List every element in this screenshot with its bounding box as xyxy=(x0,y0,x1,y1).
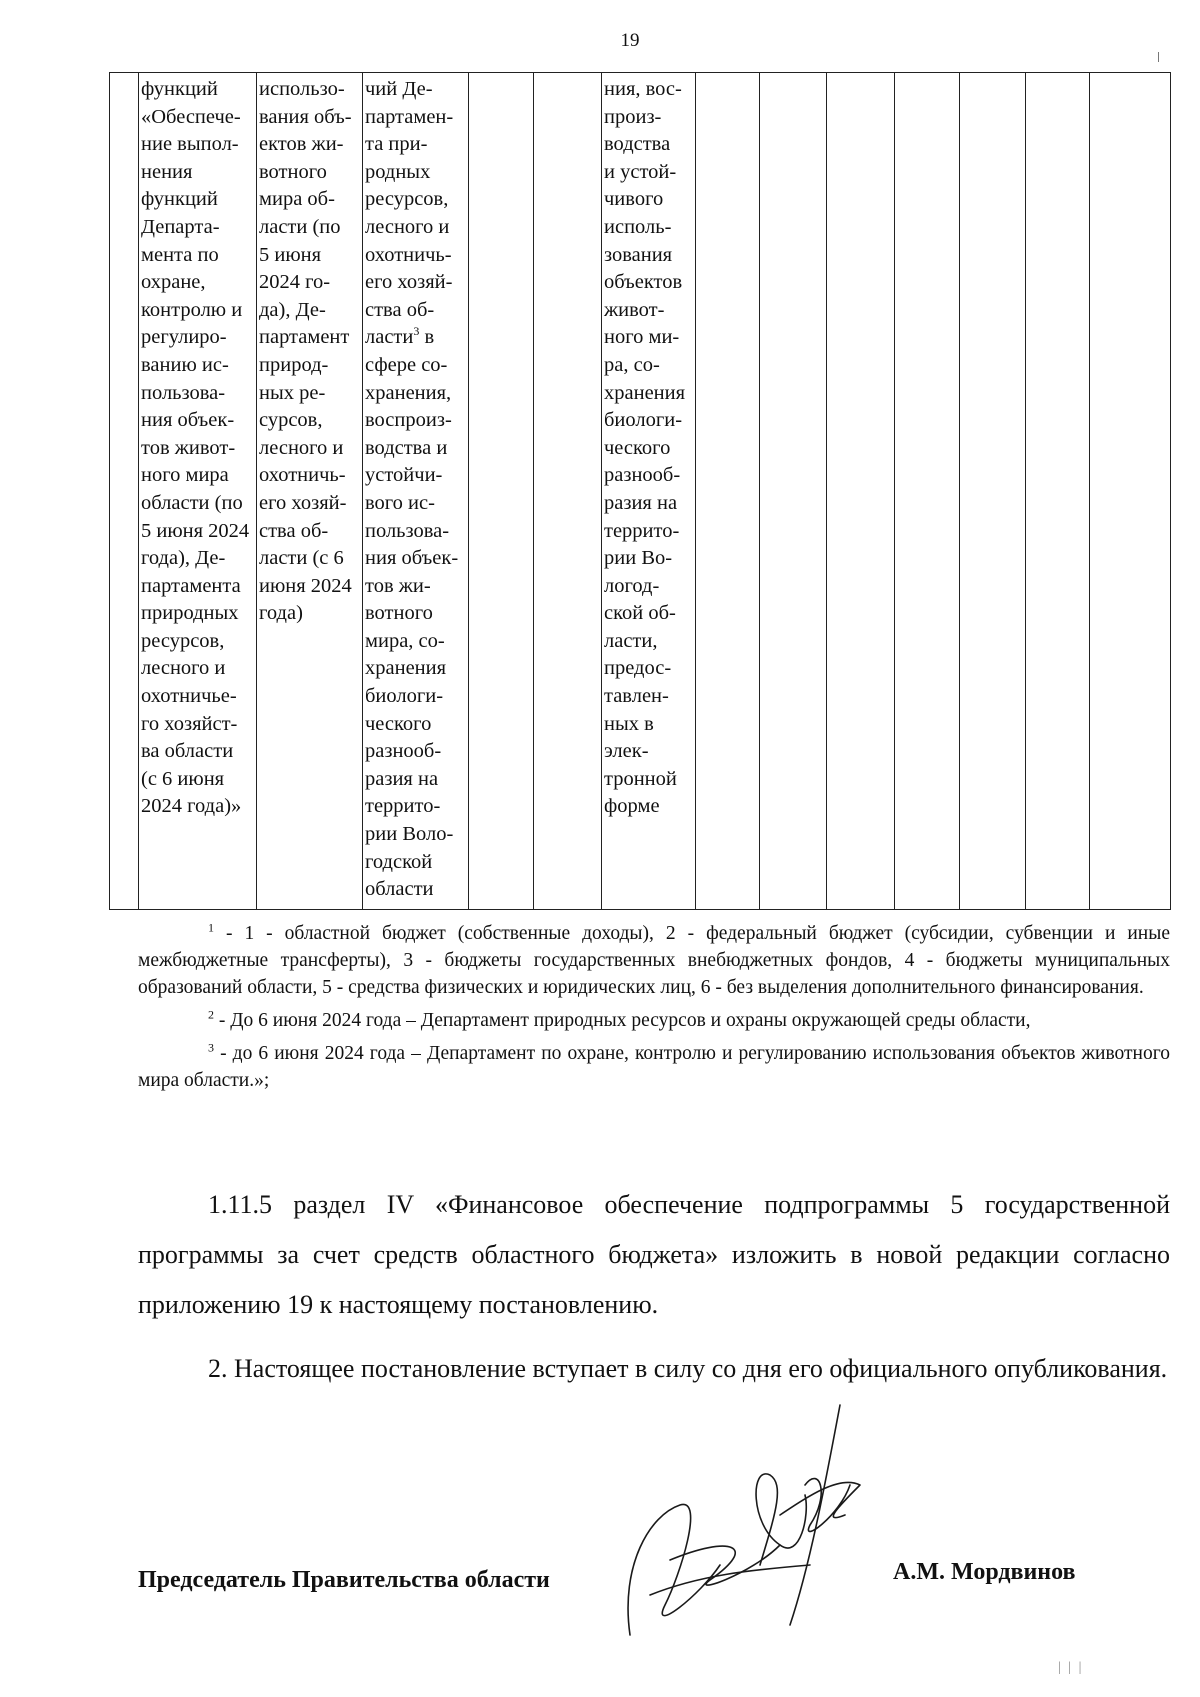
text-line: его хозяй- xyxy=(365,271,453,294)
text-line: ния объек- xyxy=(365,547,459,570)
text-line: террито- xyxy=(604,519,680,542)
footnote: $^2$ - До 6 июня 2024 года – Департамент природных ресурсов и охраны окружающей среды области, xyxy=(208,1007,1031,1031)
text-line: июня 2024 xyxy=(259,574,352,597)
text-line: водства xyxy=(604,133,671,156)
table-cell-coexecutor xyxy=(363,73,469,910)
text-line: биологи- xyxy=(604,409,683,432)
text-line: 2024 года)» xyxy=(141,795,242,818)
text-line: охотничье- xyxy=(141,685,237,708)
text-line: и устой- xyxy=(604,160,677,183)
text-line: области xyxy=(365,878,434,901)
text-line: природ- xyxy=(259,353,329,376)
text-line: ресурсов, xyxy=(141,629,225,652)
text-line: контролю и xyxy=(141,298,243,321)
table-cell-empty xyxy=(1026,73,1090,910)
text-line: террито- xyxy=(365,795,441,818)
text-line: предос- xyxy=(604,657,672,680)
text-line: использо- xyxy=(259,78,345,100)
text-line: устойчи- xyxy=(365,464,443,487)
text-line: пользова- xyxy=(365,519,450,542)
text-line: сурсов, xyxy=(259,409,323,432)
text-line: регулиро- xyxy=(141,326,227,349)
text-line: биологи- xyxy=(365,685,444,708)
text-line: разнооб- xyxy=(604,464,681,487)
text-line: лесного и xyxy=(141,657,226,680)
table-cell-empty xyxy=(534,73,602,910)
text-line: та при- xyxy=(365,133,428,156)
text-line: ных в xyxy=(604,712,654,735)
text-line: ства об- xyxy=(259,519,329,542)
text-line: рии Во- xyxy=(604,547,673,570)
text-line: водства и xyxy=(365,436,448,459)
table-cell-number xyxy=(110,73,139,910)
text-line: «Обеспече- xyxy=(141,105,241,128)
text-line: хранения xyxy=(365,657,447,680)
text-line: Департа- xyxy=(141,215,220,238)
text-line: ния, вос- xyxy=(604,78,682,100)
text-line: его хозяй- xyxy=(259,491,347,514)
table-cell-empty xyxy=(1090,73,1171,910)
text-line: ектов жи- xyxy=(259,133,344,156)
text-line: года) xyxy=(259,602,303,625)
text-line: годской xyxy=(365,850,433,873)
text-line: функций xyxy=(141,188,218,211)
text-line: живот- xyxy=(604,298,665,321)
text-line: пользова- xyxy=(141,381,226,404)
text-line: лесного и xyxy=(365,215,450,238)
cell-lines xyxy=(602,73,695,821)
text-line: исполь- xyxy=(604,215,672,238)
handwritten-signature-icon xyxy=(610,1365,910,1665)
table-cell-empty xyxy=(696,73,760,910)
text-line: ской об- xyxy=(604,602,676,625)
text-line: форме xyxy=(604,795,660,818)
text-line: области (по xyxy=(141,491,243,514)
text-line: ческого xyxy=(604,436,671,459)
text-line: сфере со- xyxy=(365,353,448,376)
text-line: ласти (по xyxy=(259,215,341,238)
text-line: вотного xyxy=(365,602,433,625)
text-line: рии Воло- xyxy=(365,823,454,846)
text-line: мира, со- xyxy=(365,629,445,652)
text-line: ра, со- xyxy=(604,353,660,376)
page-number: 19 xyxy=(620,30,640,51)
text-line: нения xyxy=(141,160,193,183)
text-line: ного ми- xyxy=(604,326,680,349)
text-line: 5 июня xyxy=(259,243,322,266)
text-line: ласти (с 6 xyxy=(259,547,344,570)
text-line: зования xyxy=(604,243,673,266)
footnote: $^1$ - 1 - областной бюджет (собственные доходы), 2 - федеральный бюджет (субсидии, субвенции и иные межбюджетные трансферты), 3 - бюджеты государственных внебюджетных фондов, 4 - бюджеты муниципальных образований области, 5 - средства физических и юридических лиц, 6 - без выделения дополнительного финансирования. xyxy=(138,920,1170,998)
footnote: $^3$ - до 6 июня 2024 года – Департамент по охране, контролю и регулированию использования объектов животного мира области.»; xyxy=(138,1040,1170,1091)
text-line: ние выпол- xyxy=(141,133,239,156)
text-line: объектов xyxy=(604,271,683,294)
table-cell-result xyxy=(602,73,696,910)
table-cell-empty xyxy=(760,73,827,910)
text-line: вотного xyxy=(259,160,327,183)
cell-lines xyxy=(139,73,256,821)
table-row xyxy=(110,73,1171,910)
text-line: мента по xyxy=(141,243,219,266)
corner-mark: | | | xyxy=(1058,1660,1084,1675)
text-line: воспроиз- xyxy=(365,409,452,432)
text-line: ных ре- xyxy=(259,381,326,404)
signatory-title: Председатель Правительства области xyxy=(138,1567,550,1593)
text-line: вания объ- xyxy=(259,105,352,128)
cell-lines xyxy=(257,73,362,628)
program-table xyxy=(109,72,1171,910)
text-line: ресурсов, xyxy=(365,188,449,211)
paragraph: 1.11.5 раздел IV «Финансовое обеспечение подпрограммы 5 государственной программы за счет средств областного бюджета» изложить в новой редакции согласно приложению 19 к настоящему постановлению. xyxy=(138,1190,1170,1319)
footnote-ref: 3 xyxy=(413,324,420,339)
text-line: хранения xyxy=(604,381,686,404)
text-line: партамен- xyxy=(365,105,454,128)
text-line: лесного и xyxy=(259,436,344,459)
cell-lines xyxy=(363,73,468,904)
text-line: ного мира xyxy=(141,464,229,487)
text-line: охотничь- xyxy=(259,464,346,487)
text-line: хранения, xyxy=(365,381,452,404)
text-line: чивого xyxy=(604,188,664,211)
table-cell-executor xyxy=(257,73,363,910)
text-line: функций xyxy=(141,78,218,100)
text-line: тов живот- xyxy=(141,436,236,459)
edge-tick xyxy=(1158,52,1159,62)
text-line: партамента xyxy=(141,574,241,597)
footnotes xyxy=(138,920,1170,1094)
paragraph: 2. Настоящее постановление вступает в силу со дня его официального опубликования. xyxy=(208,1354,1168,1383)
text-line: разия на xyxy=(365,767,439,790)
text-line: родных xyxy=(365,160,431,183)
table-cell-empty xyxy=(895,73,960,910)
text-line: года), Де- xyxy=(141,547,226,570)
text-line: (с 6 июня xyxy=(141,767,225,790)
text-line: ства об- xyxy=(365,298,435,321)
text-line: тов жи- xyxy=(365,574,431,597)
text-line: вого ис- xyxy=(365,491,435,514)
text-line: партамент xyxy=(259,326,350,349)
text-line: разия на xyxy=(604,491,678,514)
table-cell-empty xyxy=(469,73,534,910)
text-line: природных xyxy=(141,602,239,625)
text-line: логод- xyxy=(604,574,660,597)
text-line: ласти, xyxy=(604,629,658,652)
table-cell-description xyxy=(139,73,257,910)
text-line: ласти$^3$ в xyxy=(365,324,435,349)
text-line: 5 июня 2024 xyxy=(141,519,250,542)
text-line: ческого xyxy=(365,712,432,735)
text-line: го хозяйст- xyxy=(141,712,238,735)
table-cell-empty xyxy=(827,73,895,910)
text-line: охране, xyxy=(141,271,206,294)
text-line: ванию ис- xyxy=(141,353,229,376)
text-line: 2024 го- xyxy=(259,271,331,294)
table-cell-empty xyxy=(960,73,1026,910)
text-line: произ- xyxy=(604,105,662,128)
text-line: тронной xyxy=(604,767,677,790)
text-line: ния объек- xyxy=(141,409,235,432)
text-line: разнооб- xyxy=(365,740,442,763)
signatory-name: А.М. Мордвинов xyxy=(893,1559,1076,1585)
text-line: да), Де- xyxy=(259,298,326,321)
text-line: мира об- xyxy=(259,188,335,211)
text-line: элек- xyxy=(604,740,649,763)
text-line: чий Де- xyxy=(365,78,433,100)
text-line: тавлен- xyxy=(604,685,669,708)
text-line: ва области xyxy=(141,740,234,763)
text-line: охотничь- xyxy=(365,243,452,266)
